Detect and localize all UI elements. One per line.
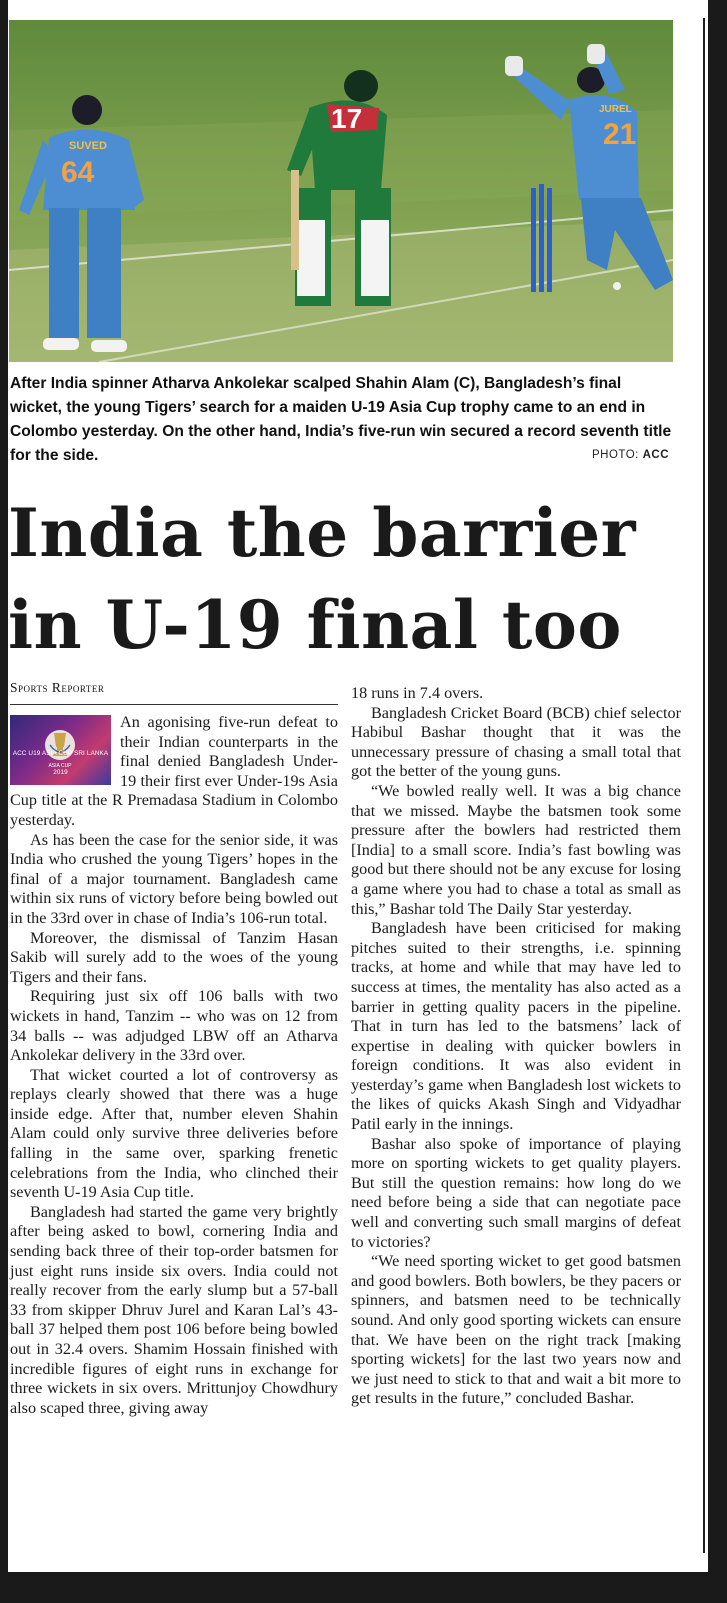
wicketkeeper-name: JUREL [599, 104, 632, 115]
photo-caption [10, 372, 676, 468]
headline [8, 487, 698, 671]
paragraph: An agonising five-run defeat to their Indian counterparts in the final denied Bangladesh Under-19 their first ever Under-19s Asia Cup title at the R Premadasa Stadium in Colombo yesterday. [10, 713, 338, 829]
paragraph: Requiring just six off 106 balls with two wickets in hand, Tanzim -- who was on 12 from 34 balls -- was adjudged LBW off an Atharva Ankolekar delivery in the 33rd over. [10, 987, 338, 1065]
fielder-left-name: SUVED [69, 140, 107, 152]
cricket-photo [9, 20, 673, 362]
cricket-ball [613, 282, 621, 290]
article-column-1 [10, 713, 338, 1418]
photo-credit [592, 449, 669, 461]
fielder-left-number: 64 [61, 156, 95, 189]
paragraph: Bashar also spoke of importance of playing more on sporting wickets to get quality players. But still the question remains: how long do we need before being a side that can negotiate pace well and converting such small margins of defeat to victories? [351, 1134, 681, 1251]
tournament-logo-text: ACC U19 ASIA CUP SRI LANKA 2019 [12, 749, 109, 777]
paragraph: That wicket courted a lot of controversy as replays clearly showed that there was a huge inside edge. After that, number eleven Shahin Alam could only survive three deliveries before falling in the same over, sparking frenetic celebrations from the India, who clinched their seventh U-19 Asia Cup title. [10, 1065, 338, 1202]
paragraph: Bangladesh had started the game very brightly after being asked to bowl, cornering India and sending back three of their top-order batsmen for just eight runs inside six overs. India could not really recover from the early slump but a 57-ball 33 from skipper Dhruv Jurel and Karan Lal’s 43-ball 37 helped them post 106 before being bowled out in 32.4 overs. Shamim Hossain finished with incredible figures of eight runs in exchange for three wickets in six overs. Mrittunjoy Chowdhury also scaped three, giving away [10, 1202, 338, 1417]
wicketkeeper-number: 21 [603, 118, 637, 151]
photo-credit-label: PHOTO: [592, 449, 639, 461]
cricket-photo-illustration [9, 20, 673, 362]
batsman-number: 17 [331, 103, 363, 134]
photo-caption-text: After India spinner Atharva Ankolekar scalped Shahin Alam (C), Bangladesh’s final wicket, the young Tigers’ search for a maiden U-19 Asia Cup trophy came to an end in Colombo yesterday. On the other hand, India’s five-run win secured a record seventh title for the side. [10, 375, 672, 464]
tournament-logo [10, 715, 111, 785]
column-rule [703, 18, 705, 1553]
byline: Sports Reporter [10, 680, 105, 695]
paragraph: “We bowled really well. It was a big chance that we missed. Maybe the batsmen took some pressure after the bowlers had restricted them [India] to a small score. India’s fast bowling was good but there should not be any excuse for losing a game where you had to chase a total as small as this,” Bashar told The Daily Star yesterday. [351, 781, 681, 918]
paragraph: Moreover, the dismissal of Tanzim Hasan Sakib will surely add to the woes of the young Tigers and their fans. [10, 928, 338, 986]
paragraph: Bangladesh Cricket Board (BCB) chief selector Habibul Bashar thought that it was the unnecessary pressure of chasing a small total that got the better of the young guns. [351, 703, 681, 781]
article-column-2 [351, 684, 681, 1409]
headline-line-2: in U-19 final too [8, 586, 622, 664]
newspaper-page [8, 0, 708, 1572]
byline-divider [10, 704, 338, 705]
paragraph: 18 runs in 7.4 overs. [351, 684, 484, 702]
paragraph: “We need sporting wicket to get good batsmen and good bowlers. Both bowlers, be they pacers or spinners, and batsmen need to be technically sound. And only good sporting wickets can ensure that. We have been on the right track [making sporting wickets] for the last two years now and we just need to stick to that and wait a bit more to get results in the future,” concluded Bashar. [351, 1252, 681, 1408]
headline-line-1: India the barrier [8, 494, 637, 572]
photo-credit-source: ACC [642, 449, 670, 461]
paragraph: As has been the case for the senior side, it was India who crushed the young Tigers’ hopes in the final of a major tournament. Bangladesh came within six runs of victory before being bowled out in the 33rd over in chase of India’s 106-run total. [10, 830, 338, 927]
stumps [531, 184, 552, 292]
paragraph: Bangladesh have been criticised for making pitches suited to their strengths, i.e. spinning tracks, at home and while that may have led to success at times, the mentality has also acted as a barrier in getting quality pacers in the pipeline. That in turn has led to the batsmens’ lack of expertise in dealing with quicker bowlers in foreign conditions. It was also evident in yesterday’s game when Bangladesh lost wickets to the likes of quicks Akash Singh and Vidyadhar Patil early in the innings. [351, 919, 681, 1134]
logo-mini-text: ASIA CUP [48, 763, 72, 769]
